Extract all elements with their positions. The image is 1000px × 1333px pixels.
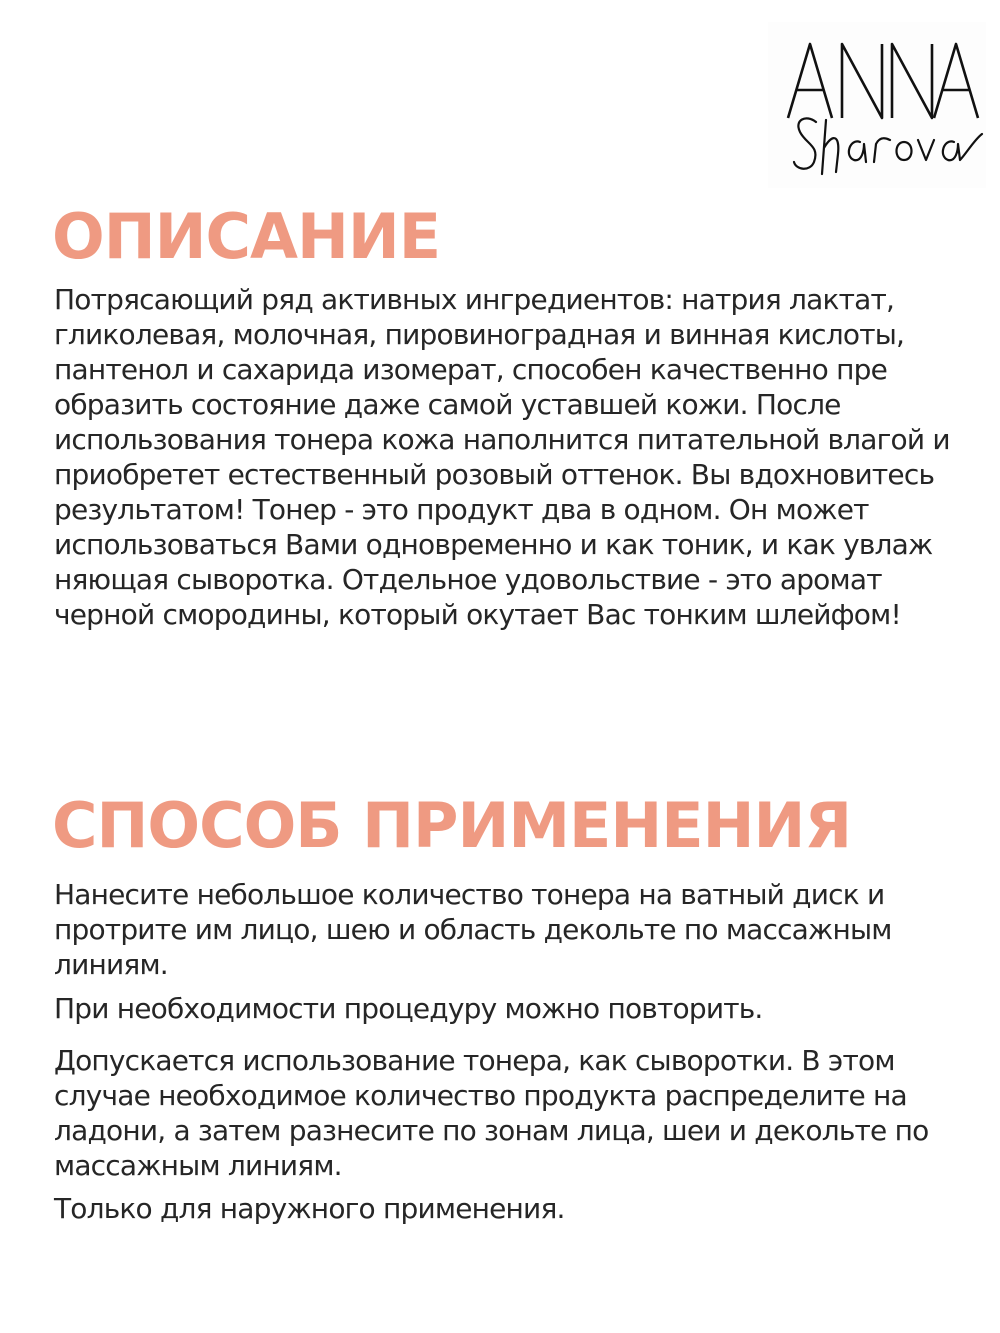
usage-paragraph: Допускается использование тонера, как сыворотки. В этом случае необходимое количество продукта распределите на ладони, а затем разнесите по зонам лица, шеи и декольте по массажным линиям. (54, 1044, 929, 1182)
description-text: Потрясающий ряд активных ингредиентов: натрия лактат, гликолевая, молочная, пировиноградная и винная кислоты, пантенол и сахарида изомерат, способен качественно пре образить состояние даже самой уставшей кожи. После использования тонера кожа наполнится питательной влагой и приобретет естественный розовый оттенок. Вы вдохновитесь результатом! Тонер - это продукт два в одном. Он может использоваться Вами одновременно и как тоник, и как увлаж няющая сыворотка. Отдельное удовольствие - это аромат черной смородины, который окутает Вас тонким шлейфом! (54, 283, 950, 631)
brand-logo-mark (768, 22, 986, 188)
usage-paragraph: Нанесите небольшое количество тонера на ватный диск и протрите им лицо, шею и область декольте по массажным линиям. (54, 878, 892, 981)
usage-paragraph: При необходимости процедуру можно повторить. (54, 992, 763, 1025)
description-title: ОПИСАНИЕ (52, 200, 441, 273)
usage-paragraph: Только для наружного применения. (54, 1192, 565, 1225)
brand-logo (768, 22, 986, 188)
usage-title: СПОСОБ ПРИМЕНЕНИЯ (52, 789, 852, 862)
